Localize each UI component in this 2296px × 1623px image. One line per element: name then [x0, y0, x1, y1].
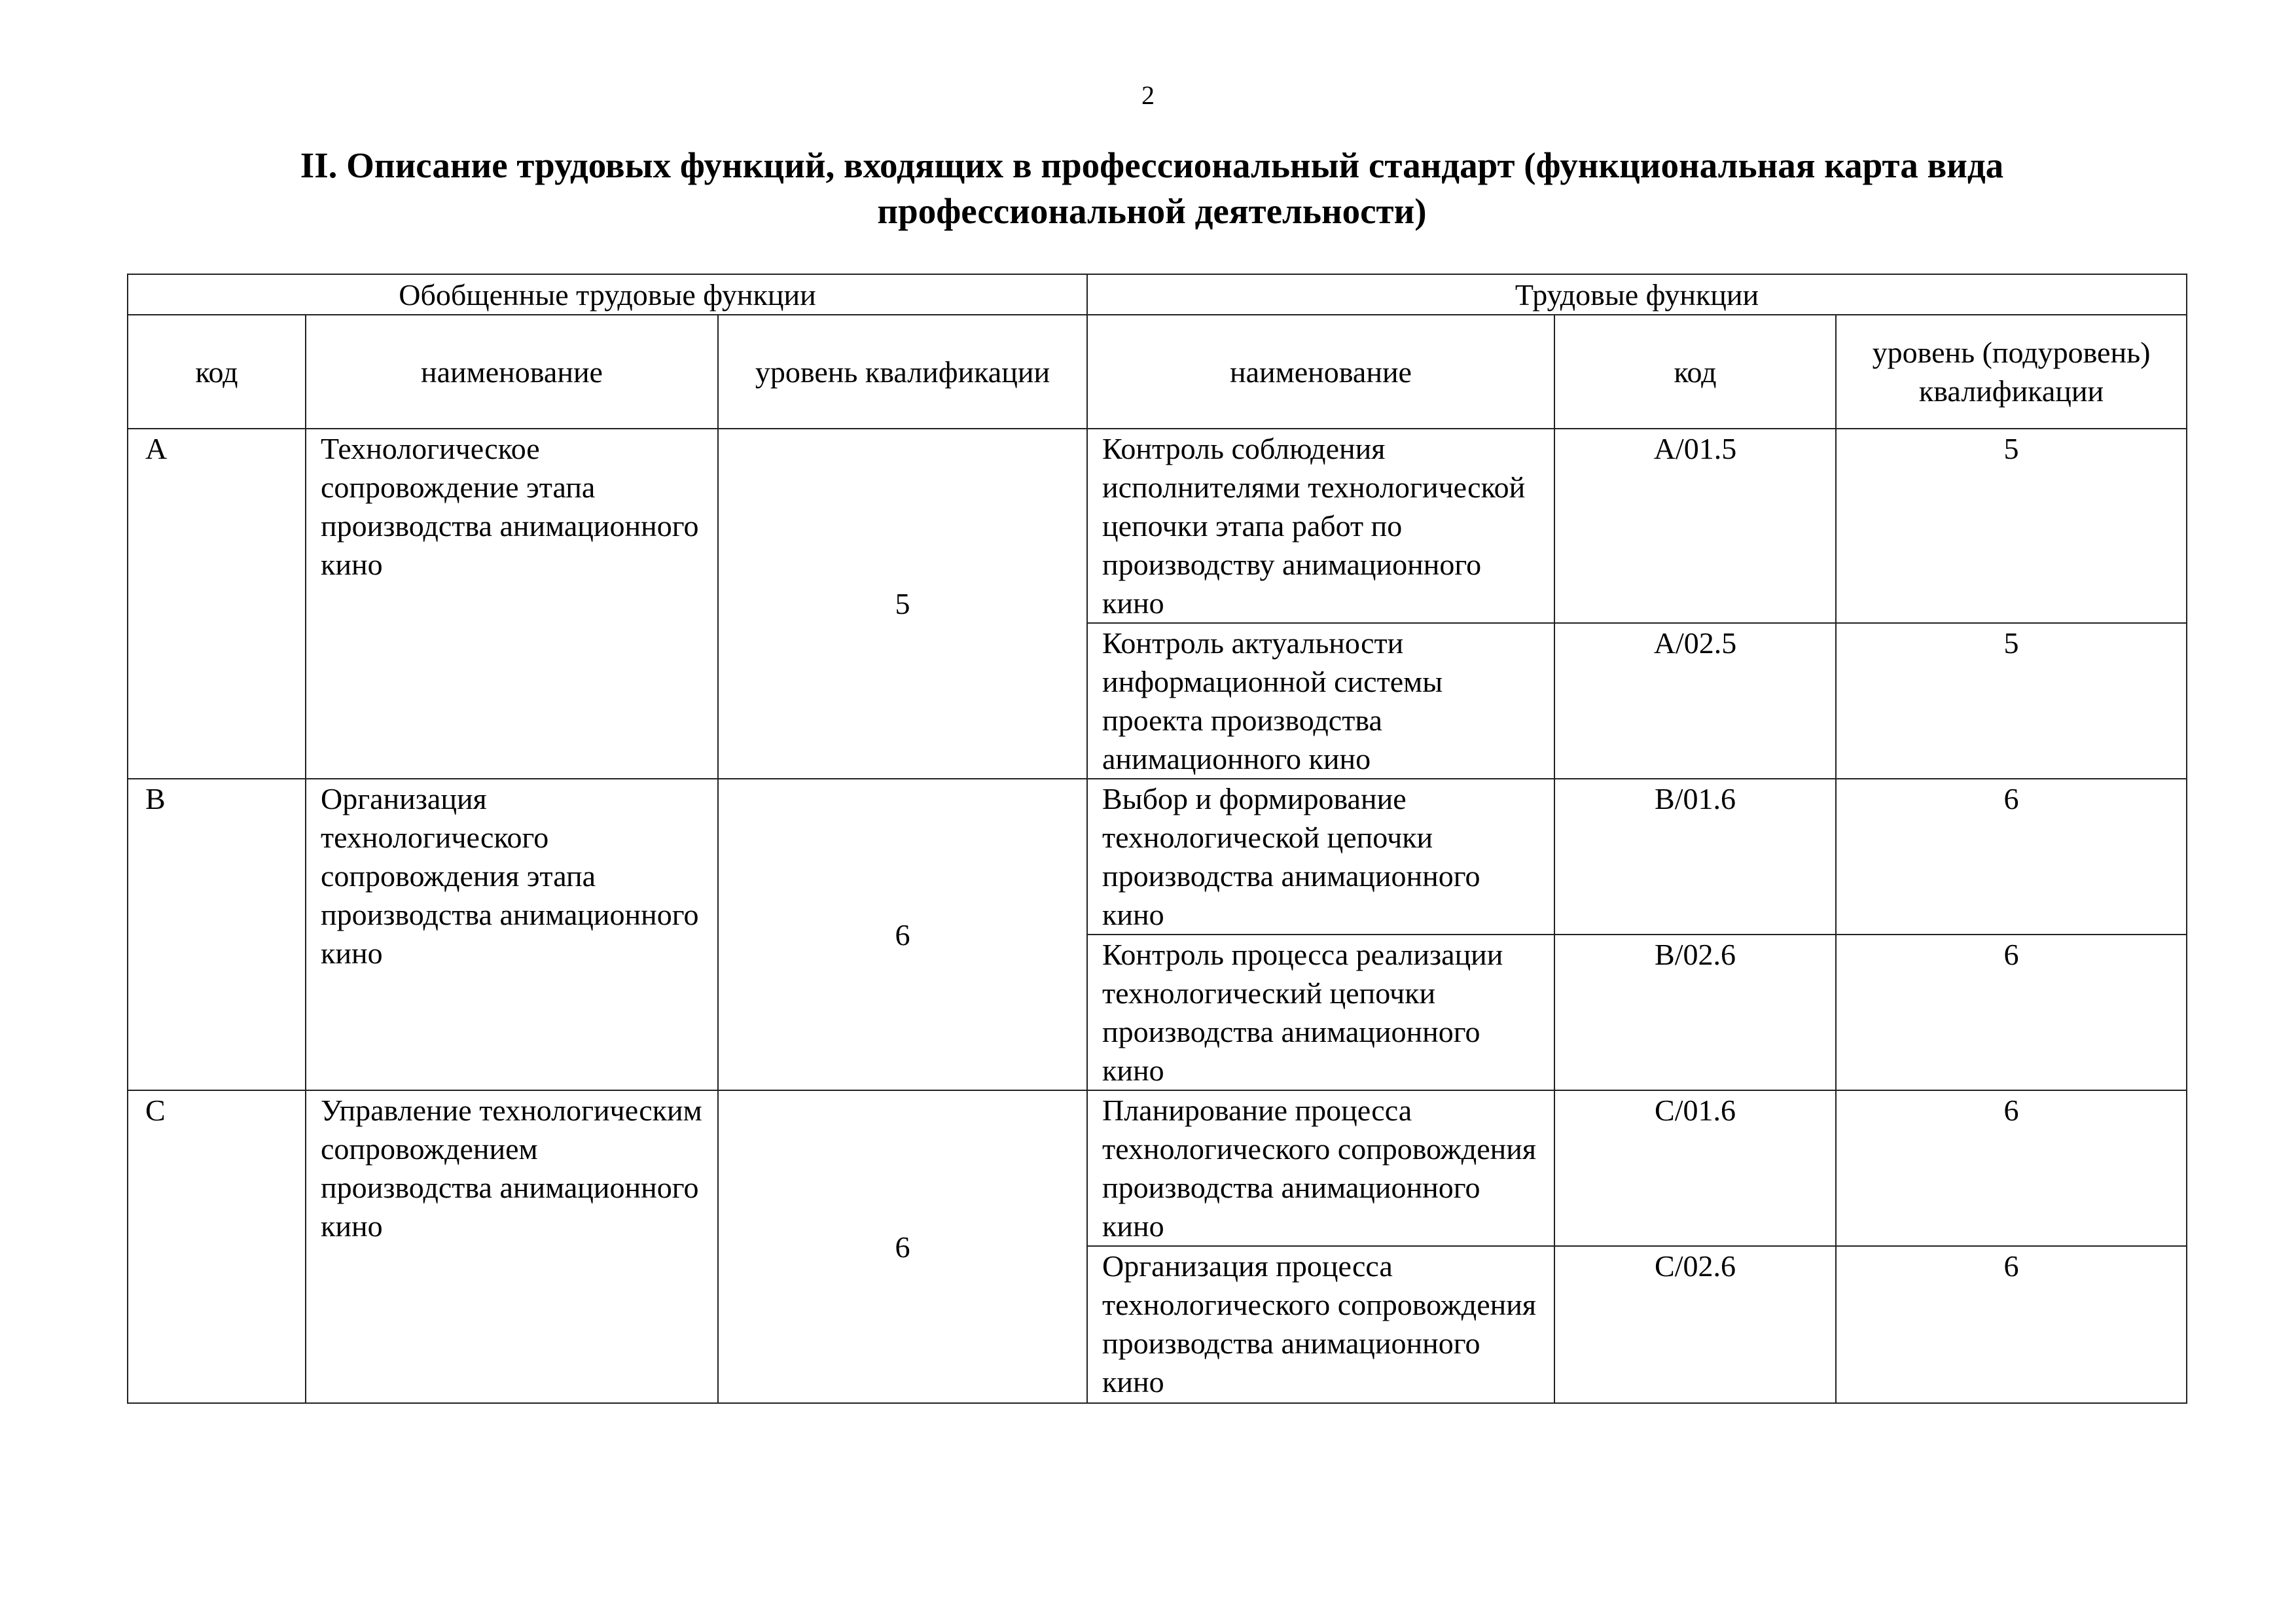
function-code: C/01.6 [1554, 1090, 1836, 1246]
functional-map-table [127, 274, 2187, 1404]
group-code: A [128, 429, 306, 779]
table-row [128, 779, 2187, 935]
function-code: A/02.5 [1554, 623, 1836, 779]
function-name: Выбор и формирование технологической цепочки производства анимационного кино [1087, 779, 1554, 935]
group-code: C [128, 1090, 306, 1403]
column-header-qualification-level: уровень квалификации [718, 315, 1087, 429]
column-header-row [128, 315, 2187, 429]
function-name: Контроль процесса реализации технологический цепочки производства анимационного кино [1087, 935, 1554, 1090]
group-level: 5 [718, 429, 1087, 779]
group-level: 6 [718, 779, 1087, 1090]
column-header-code: код [128, 315, 306, 429]
group-header-row [128, 274, 2187, 315]
function-level: 6 [1836, 935, 2187, 1090]
column-header-function-name: наименование [1087, 315, 1554, 429]
function-code: B/02.6 [1554, 935, 1836, 1090]
column-header-function-code: код [1554, 315, 1836, 429]
function-name: Контроль актуальности информационной системы проекта производства анимационного кино [1087, 623, 1554, 779]
labor-functions-header: Трудовые функции [1087, 274, 2187, 315]
generalized-functions-header: Обобщенные трудовые функции [128, 274, 1087, 315]
function-code: A/01.5 [1554, 429, 1836, 623]
function-level: 6 [1836, 779, 2187, 935]
column-header-function-level: уровень (подуровень) квалификации [1836, 315, 2187, 429]
function-code: B/01.6 [1554, 779, 1836, 935]
group-name: Управление технологическим сопровождением производства анимационного кино [306, 1090, 718, 1403]
function-name: Планирование процесса технологического сопровождения производства анимационного кино [1087, 1090, 1554, 1246]
function-name: Контроль соблюдения исполнителями технологической цепочки этапа работ по производству анимационного кино [1087, 429, 1554, 623]
group-code: B [128, 779, 306, 1090]
group-name: Технологическое сопровождение этапа производства анимационного кино [306, 429, 718, 779]
page-number: 2 [1141, 80, 1155, 110]
column-header-name: наименование [306, 315, 718, 429]
function-level: 6 [1836, 1090, 2187, 1246]
group-level: 6 [718, 1090, 1087, 1403]
group-name: Организация технологического сопровождения этапа производства анимационного кино [306, 779, 718, 1090]
function-code: C/02.6 [1554, 1246, 1836, 1403]
function-level: 5 [1836, 623, 2187, 779]
function-name: Организация процесса технологического сопровождения производства анимационного кино [1087, 1246, 1554, 1403]
table-row [128, 1090, 2187, 1246]
page-title: II. Описание трудовых функций, входящих в профессиональный стандарт (функциональная карта вида профессиональной деятельности) [300, 145, 2004, 231]
function-level: 5 [1836, 429, 2187, 623]
table-row [128, 429, 2187, 623]
function-level: 6 [1836, 1246, 2187, 1403]
